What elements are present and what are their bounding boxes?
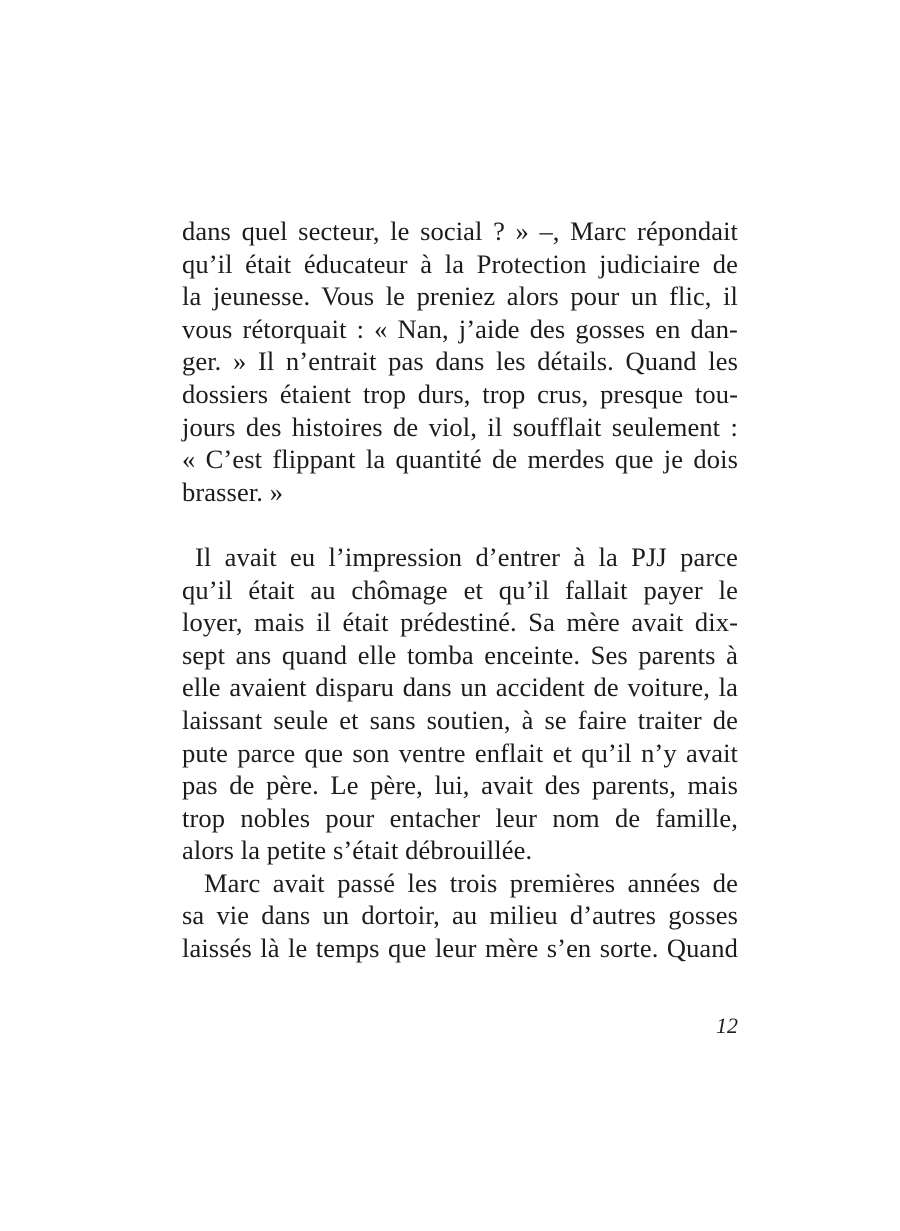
text-line: Il avait eu l’impression d’entrer à la PJJ parce — [195, 541, 738, 572]
text-line: laissant seule et sans soutien, à se faire traiter de — [182, 704, 738, 735]
text-block — [182, 215, 738, 965]
text-line: qu’il était au chômage et qu’il fallait payer le — [182, 574, 738, 605]
text-line: pas de père. Le père, lui, avait des parents, mais — [182, 770, 738, 801]
paragraph — [182, 215, 738, 508]
text-line: brasser. » — [182, 476, 284, 507]
text-line: vous rétorquait : « Nan, j’aide des gosses en dan- — [182, 313, 738, 344]
text-line: pute parce que son ventre enflait et qu’il n’y avait — [182, 737, 738, 768]
text-line: dans quel secteur, le social ? » –, Marc répondait — [182, 216, 738, 246]
page-number: 12 — [716, 1013, 738, 1038]
text-line: dossiers étaient trop durs, trop crus, presque tou- — [182, 378, 738, 409]
text-line: « C’est flippant la quantité de merdes que je dois — [182, 444, 738, 475]
paragraph — [182, 541, 738, 867]
text-line: la jeunesse. Vous le preniez alors pour un flic, il — [182, 281, 738, 312]
text-line: sept ans quand elle tomba enceinte. Ses parents à — [182, 639, 738, 670]
text-line: jours des histoires de viol, il soufflait seulement : — [182, 411, 738, 442]
text-line: ger. » Il n’entrait pas dans les détails. Quand les — [182, 346, 738, 377]
paragraph — [182, 867, 738, 965]
text-line: alors la petite s’était débrouillée. — [182, 835, 533, 866]
text-line: qu’il était éducateur à la Protection judiciaire de — [182, 248, 738, 279]
text-line: elle avaient disparu dans un accident de voiture, la — [182, 672, 738, 703]
text-line: trop nobles pour entacher leur nom de famille, — [182, 802, 738, 833]
text-line: sa vie dans un dortoir, au milieu d’autres gosses — [182, 900, 738, 931]
text-line: loyer, mais il était prédestiné. Sa mère avait dix- — [182, 607, 738, 638]
text-line: Marc avait passé les trois premières années de — [204, 867, 738, 898]
text-line: laissés là le temps que leur mère s’en sorte. Quand — [182, 933, 738, 964]
